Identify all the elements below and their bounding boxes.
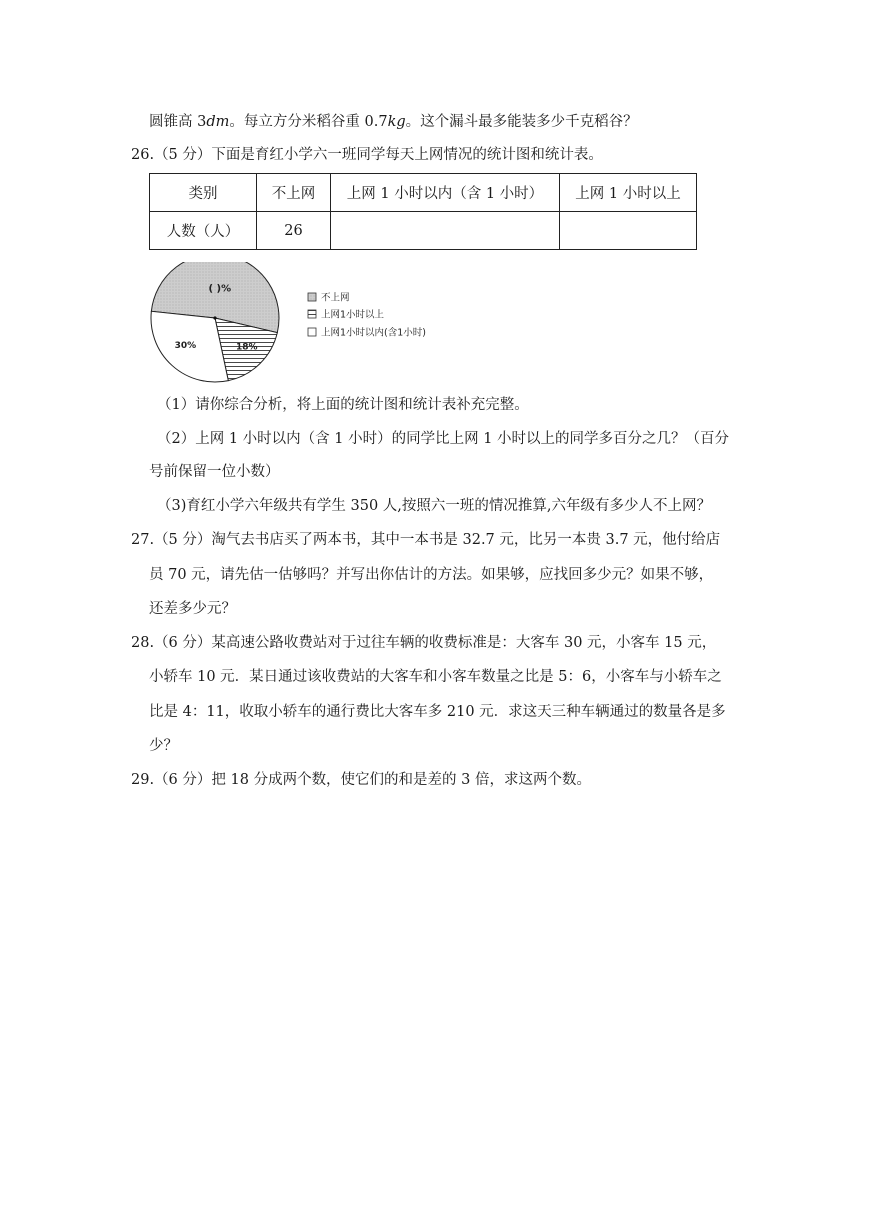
q26-sub1: （1）请你综合分析，将上面的统计图和统计表补充完整。 [157,397,529,413]
table-cell: 26 [257,212,331,250]
pie-chart [148,262,458,386]
q25-tail-line [149,112,638,132]
internet-stats-table [149,173,697,250]
q26-sub3: （3)育红小学六年级共有学生 350 人,按照六一班的情况推算,六年级有多少人不上网？ [157,498,711,514]
q28-line3: 比是 4：11，收取小轿车的通行费比大客车多 210 元．求这天三种车辆通过的数量各是多 [149,704,726,720]
legend-swatch-blank [308,328,316,336]
legend-label: 不上网 [321,292,350,304]
q25-text-3: 。这个漏斗最多能装多少千克稻谷？ [405,114,638,130]
table-header-row [150,174,697,212]
table-header-cell: 上网 1 小时以内（含 1 小时） [331,174,560,212]
q26-sub2-line1: （2）上网 1 小时以内（含 1 小时）的同学比上网 1 小时以上的同学多百分之几？（百分 [157,431,730,447]
q25-text-2: 。每立方分米稻谷重 0.7 [229,114,388,130]
table-header-cell: 上网 1 小时以上 [560,174,697,212]
table-header-cell: 不上网 [257,174,331,212]
q25-unit-dm: dm [206,114,230,130]
q27-line1: 27.（5 分）淘气去书店买了两本书，其中一本书是 32.7 元，比另一本贵 3.7 元，他付给店 [131,532,721,548]
q26-sub2-line2: 号前保留一位小数） [149,464,280,480]
legend-swatch-lines [308,310,316,318]
slice-label-over-1h: 18% [236,342,258,353]
q27-line3: 还差多少元？ [149,601,236,617]
legend-label: 上网1小时以上 [321,309,385,321]
table-cell-blank [331,212,560,250]
table-cell-blank [560,212,697,250]
legend [308,292,426,339]
table-row [150,212,697,250]
q28-line2: 小轿车 10 元．某日通过该收费站的大客车和小客车数量之比是 5：6，小客车与小轿车之 [149,669,722,685]
legend-swatch-dotted [308,293,316,301]
pie-slices [151,262,279,382]
q25-text-1: 圆锥高 3 [149,114,207,130]
table-row-label: 人数（人） [150,212,257,250]
slice-label-no-internet: ( )% [208,283,232,295]
q28-line4: 少？ [149,738,178,754]
pie-center-dot [213,316,216,319]
q28-line1: 28.（6 分）某高速公路收费站对于过往车辆的收费标准是：大客车 30 元，小客车 15 元， [131,635,717,651]
slice-label-within-1h: 30% [174,341,197,352]
table-header-cell: 类别 [150,174,257,212]
q29-line1: 29.（6 分）把 18 分成两个数，使它们的和是差的 3 倍，求这两个数。 [131,772,592,788]
q26-stem: 26.（5 分）下面是育红小学六一班同学每天上网情况的统计图和统计表。 [131,147,603,163]
q27-line2: 员 70 元，请先估一估够吗？并写出你估计的方法。如果够，应找回多少元？如果不够， [149,567,714,583]
q25-unit-kg: kg [387,114,406,130]
legend-label: 上网1小时以内(含1小时) [321,327,427,339]
